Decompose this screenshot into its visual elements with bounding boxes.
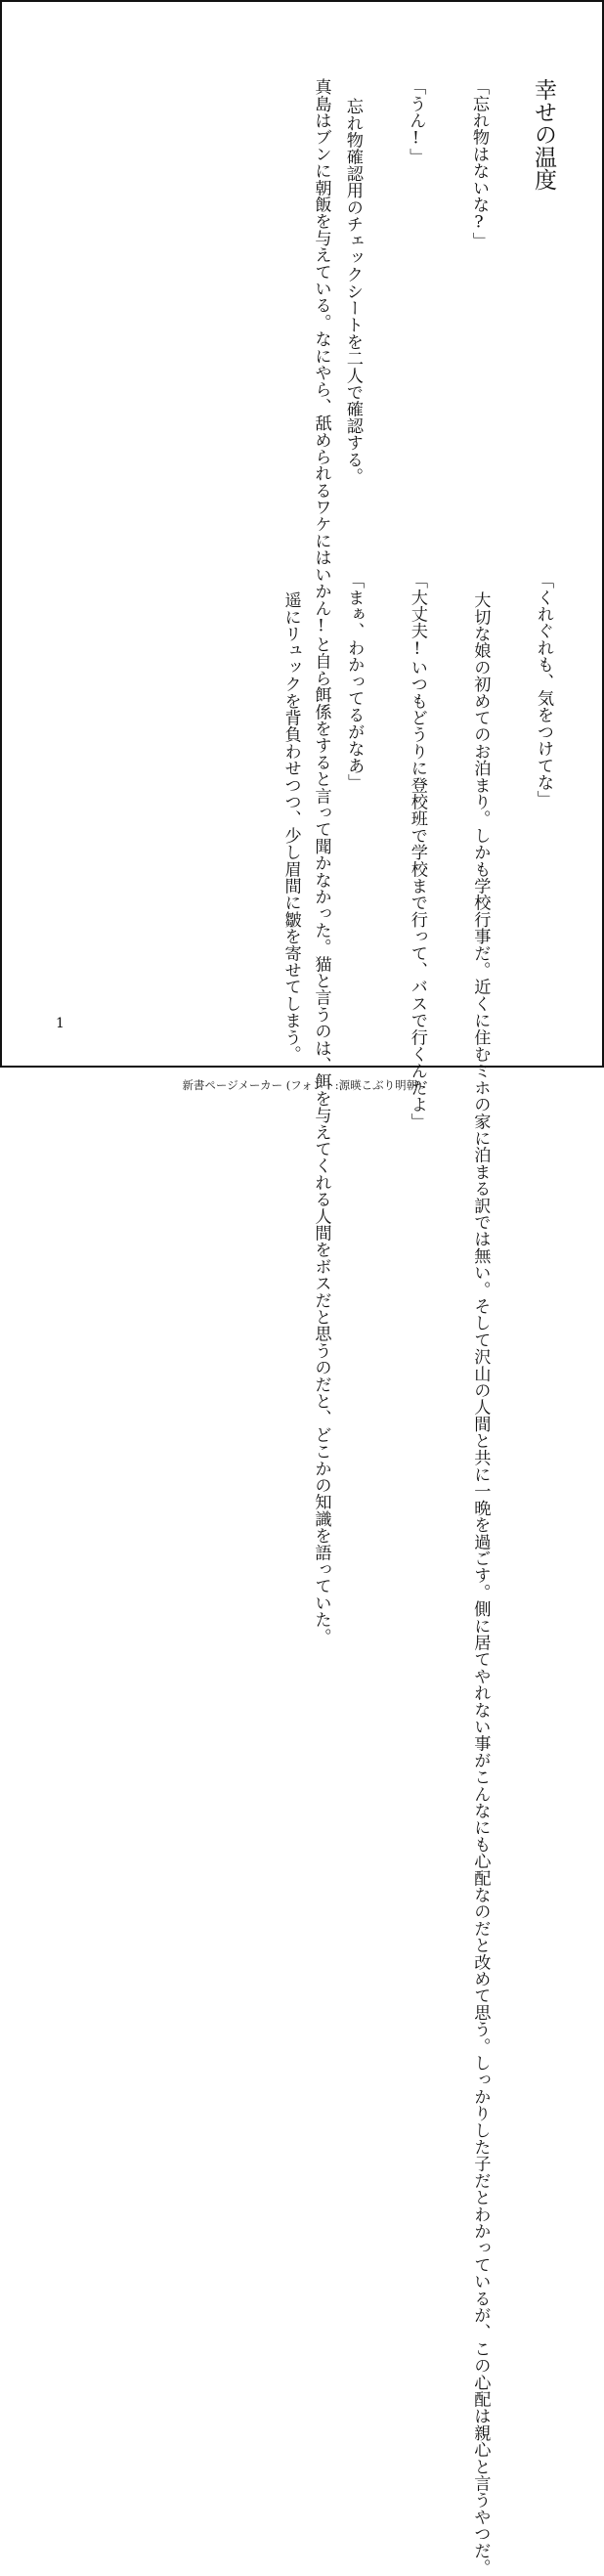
- text-block-lower: 「くれぐれも、気をつけてな」 大切な娘の初めてのお泊まり。しかも学校行事だ。近くに住むミホの家に泊まる訳では無い。そして沢山の人間と共に一晩を過ごす。側に居てやれない事がこんなにも心配なのだと改めて思う。しっかりした子だとわかっているが、この心配は親心と言うやつだ。 「大丈夫!いつもどうりに登校班で学校まで行って、バスで行くんだよ」 「まぁ、わかってるがなあ」 遥にリュックを背負わせつつ、少し眉間に皺を寄せてしまう。: [280, 572, 553, 2576]
- page-number: 1: [56, 1016, 65, 1031]
- page-title: 幸せの温度: [531, 78, 556, 191]
- footer-credit: 新書ページメーカー (フォント:源暎こぶり明朝): [182, 1078, 422, 1092]
- text-block-upper: 「忘れ物はないな?」 「うん!」 忘れ物確認用のチェックシートを二人で確認する。 真島はブンに朝飯を与えている。なにやら、舐められるワケにはいかん!と自ら餌係をすると言って聞かなかった。猫と言うのは、餌を与えてくれる人間をボスだと思うのだと、どこかの知識を語っていた。: [311, 78, 489, 1645]
